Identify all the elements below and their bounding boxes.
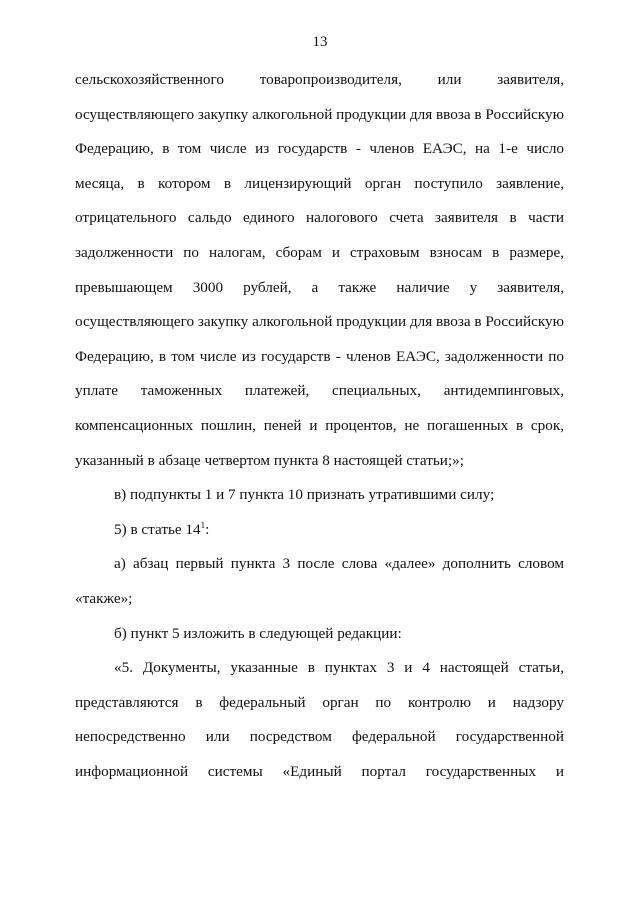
text-line: «5. Документы, указанные в пунктах 3 и 4 настоящей статьи, — [114, 659, 564, 677]
text-line: осуществляющего закупку алкогольной продукции для ввоза в Российскую — [75, 313, 564, 331]
text-line: превышающем 3000 рублей, а также наличие у заявителя, — [75, 278, 564, 296]
text-line: информационной системы «Единый портал государственных и — [75, 762, 564, 780]
text-line: задолженности по налогам, сборам и страховым взносам в размере, — [75, 243, 564, 261]
article-heading-colon: : — [205, 520, 210, 538]
text-line: а) абзац первый пункта 3 после слова «далее» дополнить словом — [114, 555, 564, 573]
text-line: отрицательного сальдо единого налогового счета заявителя в части — [75, 209, 564, 227]
text-line: компенсационных пошлин, пеней и процентов, не погашенных в срок, — [75, 416, 564, 434]
text-line: представляются в федеральный орган по контролю и надзору — [75, 693, 564, 711]
text-line: сельскохозяйственного товаропроизводителя, или заявителя, — [75, 71, 564, 88]
article-heading — [75, 520, 564, 555]
article-heading-text: 5) в статье 14 — [114, 520, 201, 538]
text-line: непосредственно или посредством федеральной государственной — [75, 728, 564, 746]
text-line: в) подпункты 1 и 7 пункта 10 признать утратившими силу; — [114, 486, 495, 504]
text-line: указанный в абзаце четвертом пункта 8 настоящей статьи;»; — [75, 451, 464, 469]
page-number: 13 — [312, 34, 328, 50]
text-line: б) пункт 5 изложить в следующей редакции: — [114, 624, 402, 642]
text-line: осуществляющего закупку алкогольной продукции для ввоза в Российскую — [75, 105, 564, 123]
document-body — [75, 70, 564, 796]
text-line: месяца, в котором в лицензирующий орган поступило заявление, — [75, 174, 564, 192]
article-superscript: 1 — [200, 519, 206, 530]
text-line: Федерацию, в том числе из государств - членов ЕАЭС, задолженности по — [75, 347, 564, 365]
text-line: уплате таможенных платежей, специальных, антидемпинговых, — [75, 382, 564, 400]
text-line: «также»; — [75, 589, 133, 607]
text-line: Федерацию, в том числе из государств - членов ЕАЭС, на 1-е число — [75, 140, 564, 158]
